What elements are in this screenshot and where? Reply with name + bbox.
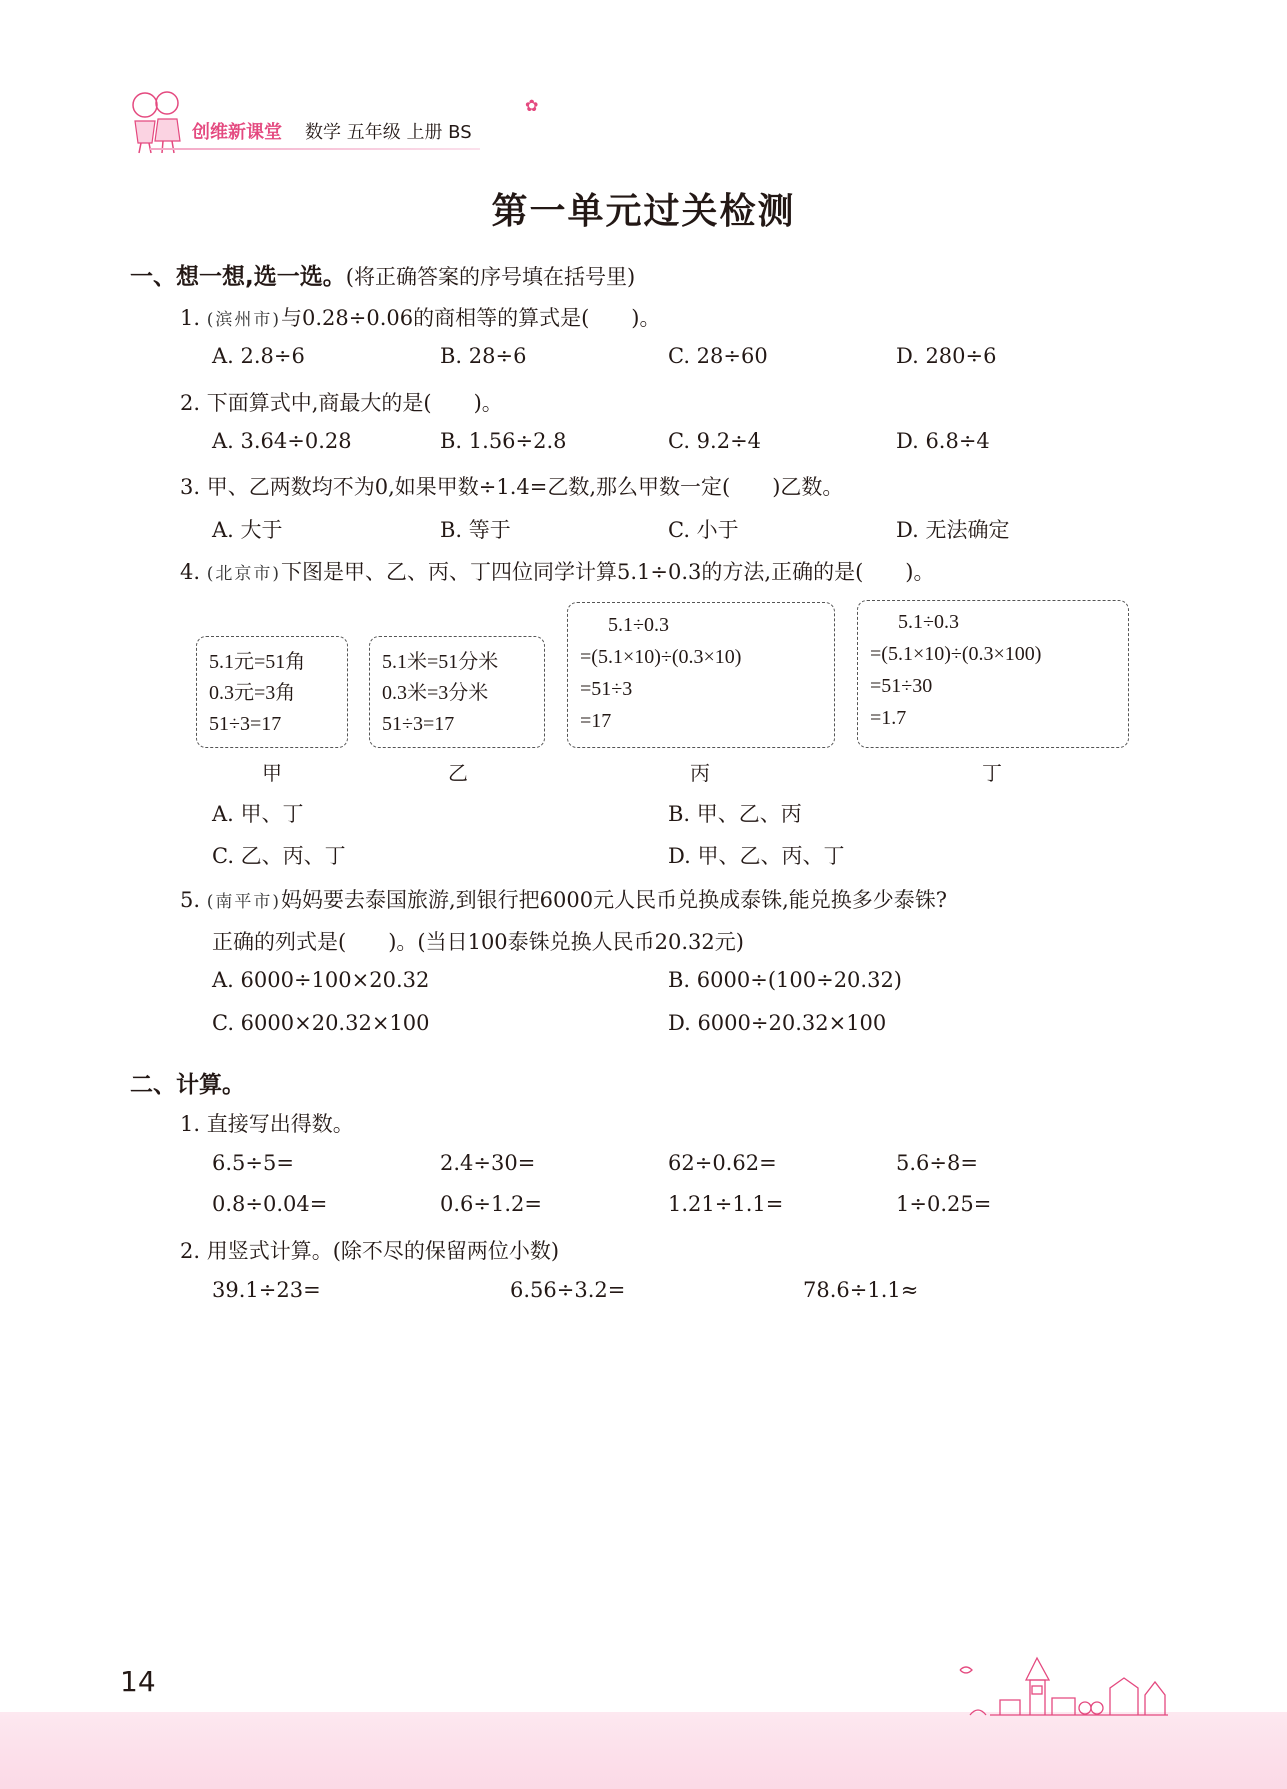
footer-band [0, 1712, 1287, 1789]
q5-option-a[interactable]: A. 6000÷100×20.32 [212, 968, 430, 992]
q3-option-a[interactable]: A. 大于 [212, 518, 283, 542]
q2-option-d[interactable]: D. 6.8÷4 [896, 429, 990, 453]
caption-yi: 乙 [448, 761, 468, 785]
p2-text: 用竖式计算。(除不尽的保留两位小数) [206, 1239, 560, 1263]
header-subject: 数学 五年级 上册 BS [305, 122, 472, 143]
caption-bing: 丙 [690, 761, 710, 785]
question-3 [180, 471, 843, 501]
q4-number: 4. [180, 560, 201, 584]
q1-number: 1. [180, 306, 201, 330]
q3-option-b[interactable]: B. 等于 [440, 518, 511, 542]
page-title: 第一单元过关检测 [491, 191, 796, 232]
q3-number: 3. [180, 475, 201, 499]
question-2 [180, 387, 503, 417]
calc-item: 6.5÷5= [212, 1151, 294, 1175]
box-line: 5.1÷0.3 [608, 614, 669, 636]
q5-option-d[interactable]: D. 6000÷20.32×100 [668, 1011, 887, 1035]
box-line: 5.1元=51角 [209, 651, 306, 673]
box-line: 5.1米=51分米 [382, 651, 499, 673]
box-line: =51÷30 [870, 675, 933, 697]
calc-item: 0.6÷1.2= [440, 1192, 542, 1216]
q1-text: 与0.28÷0.06的商相等的算式是( )。 [281, 306, 661, 330]
box-line: 51÷3=17 [382, 713, 455, 735]
calc-item: 1.21÷1.1= [668, 1192, 784, 1216]
q2-option-b[interactable]: B. 1.56÷2.8 [440, 429, 567, 453]
q4-option-b[interactable]: B. 甲、乙、丙 [668, 802, 802, 826]
q4-option-c[interactable]: C. 乙、丙、丁 [212, 844, 346, 868]
header-brand: 创维新课堂 [192, 122, 282, 143]
section2-heading: 二、计算。 [130, 1072, 245, 1098]
box-line: 0.3元=3角 [209, 682, 296, 704]
method-box-jia [196, 636, 348, 748]
q2-number: 2. [180, 391, 201, 415]
vertical-calc-item: 39.1÷23= [212, 1278, 321, 1302]
p1-text: 直接写出得数。 [206, 1112, 354, 1136]
section1-note: (将正确答案的序号填在括号里) [345, 265, 636, 289]
q2-option-c[interactable]: C. 9.2÷4 [668, 429, 762, 453]
calc-item: 2.4÷30= [440, 1151, 536, 1175]
box-line: 5.1÷0.3 [898, 611, 959, 633]
box-line: =(5.1×10)÷(0.3×10) [580, 646, 742, 668]
question-5 [180, 884, 947, 914]
q4-text: 下图是甲、乙、丙、丁四位同学计算5.1÷0.3的方法,正确的是( )。 [281, 560, 935, 584]
p1-number: 1. [180, 1112, 201, 1136]
method-box-bing [567, 602, 835, 748]
calc-item: 0.8÷0.04= [212, 1192, 328, 1216]
q3-text: 甲、乙两数均不为0,如果甲数÷1.4=乙数,那么甲数一定( )乙数。 [206, 475, 844, 499]
header-divider [150, 148, 480, 150]
q5-text: 妈妈要去泰国旅游,到银行把6000元人民币兑换成泰铢,能兑换多少泰铢? [281, 888, 948, 912]
q1-option-a[interactable]: A. 2.8÷6 [212, 344, 305, 368]
method-box-yi [369, 636, 545, 748]
section1-heading [130, 258, 635, 291]
header-illustration [125, 85, 187, 155]
q1-option-d[interactable]: D. 280÷6 [896, 344, 997, 368]
box-line: =51÷3 [580, 678, 633, 700]
q5-option-c[interactable]: C. 6000×20.32×100 [212, 1011, 430, 1035]
q4-source: (北京市) [206, 564, 281, 584]
q5-number: 5. [180, 888, 201, 912]
box-line: 51÷3=17 [209, 713, 282, 735]
q5-source: (南平市) [206, 892, 281, 912]
calc-item: 5.6÷8= [896, 1151, 978, 1175]
q3-option-c[interactable]: C. 小于 [668, 518, 739, 542]
q5-text-line2: 正确的列式是( )。(当日100泰铢兑换人民币20.32元) [212, 930, 744, 954]
question-1 [180, 302, 661, 332]
q3-option-d[interactable]: D. 无法确定 [896, 518, 1010, 542]
part-2 [180, 1235, 559, 1265]
q4-option-d[interactable]: D. 甲、乙、丙、丁 [668, 844, 845, 868]
q4-option-a[interactable]: A. 甲、丁 [212, 802, 304, 826]
q1-source: (滨州市) [206, 310, 281, 330]
box-line: =17 [580, 710, 612, 732]
part-1 [180, 1108, 354, 1138]
box-line: =(5.1×10)÷(0.3×100) [870, 643, 1042, 665]
vertical-calc-item: 6.56÷3.2= [510, 1278, 626, 1302]
q2-text: 下面算式中,商最大的是( )。 [206, 391, 503, 415]
q1-option-c[interactable]: C. 28÷60 [668, 344, 768, 368]
caption-jia: 甲 [262, 761, 282, 785]
caption-ding: 丁 [982, 761, 1002, 785]
calc-item: 62÷0.62= [668, 1151, 777, 1175]
p2-number: 2. [180, 1239, 201, 1263]
method-box-ding [857, 600, 1129, 748]
box-line: 0.3米=3分米 [382, 682, 489, 704]
vertical-calc-item: 78.6÷1.1≈ [803, 1278, 919, 1302]
box-line: =1.7 [870, 707, 907, 729]
question-4 [180, 556, 934, 586]
butterfly-icon: ✿ [525, 96, 539, 115]
section1-label: 一、想一想,选一选。 [130, 264, 346, 290]
castle-illustration-icon [940, 1650, 1170, 1720]
q1-option-b[interactable]: B. 28÷6 [440, 344, 527, 368]
q2-option-a[interactable]: A. 3.64÷0.28 [212, 429, 352, 453]
q5-option-b[interactable]: B. 6000÷(100÷20.32) [668, 968, 903, 992]
calc-item: 1÷0.25= [896, 1192, 992, 1216]
page-number: 14 [120, 1665, 156, 1698]
